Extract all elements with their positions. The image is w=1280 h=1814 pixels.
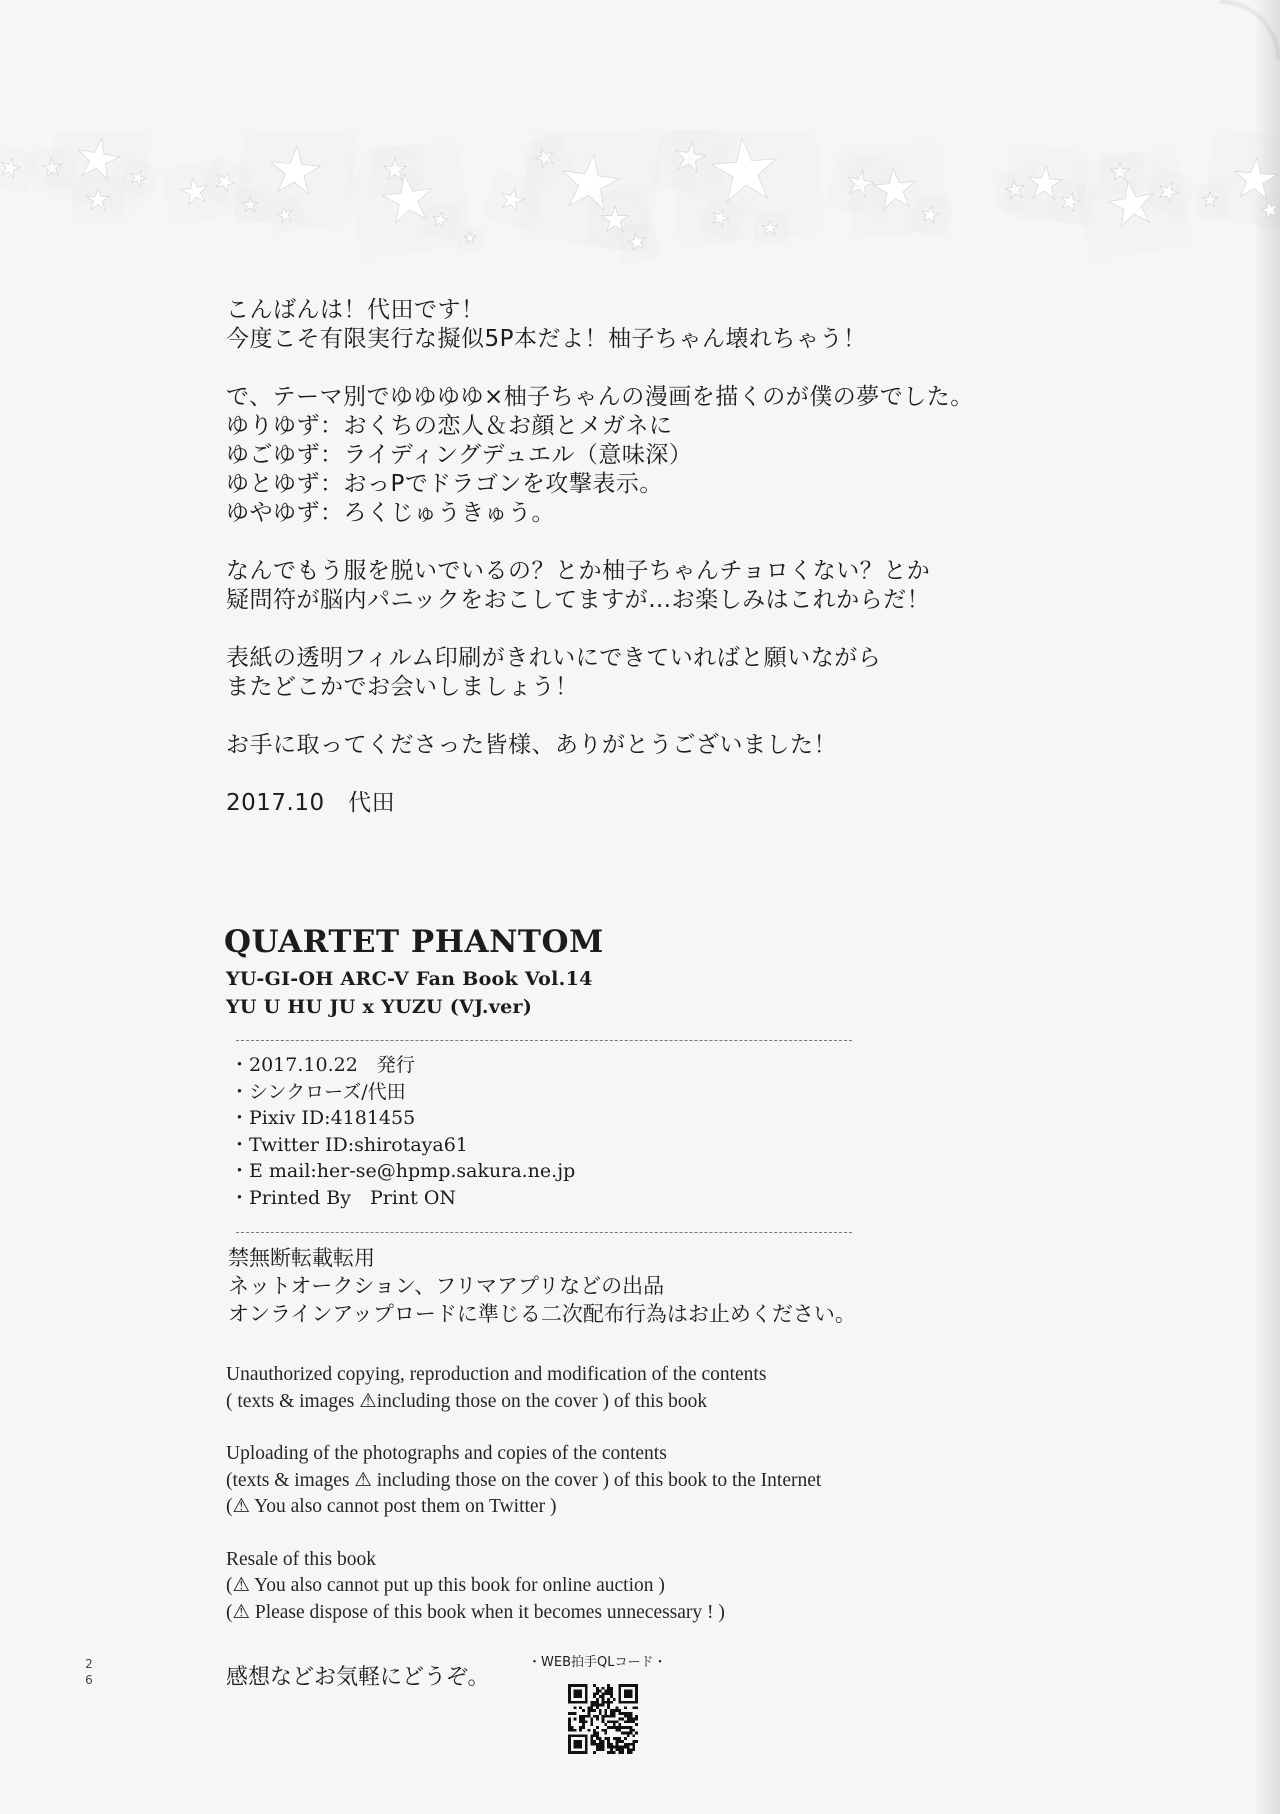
afterword-line: ゆやゆず：ろくじゅうきゅう。 (226, 500, 555, 526)
rights-en-line: (⚠ You also cannot post them on Twitter ) (226, 1496, 557, 1517)
star-icon (129, 168, 148, 187)
book-title: QUARTET PHANTOM (224, 924, 604, 960)
afterword-line: またどこかでお会いしましょう！ (226, 674, 579, 700)
star-icon (213, 169, 238, 193)
star-icon (269, 144, 322, 195)
star-icon (709, 207, 731, 228)
colophon (230, 1052, 575, 1211)
star-icon (0, 156, 22, 178)
rights-notice-jp (228, 1244, 856, 1328)
afterword-line: お手に取ってくださった皆様、ありがとうございました！ (226, 732, 837, 758)
page-corner (1220, 0, 1280, 60)
star-icon (1059, 190, 1082, 212)
page-number (84, 1656, 94, 1688)
afterword-signature (226, 789, 1126, 818)
page-number-digit: 6 (85, 1673, 93, 1687)
rights-en-line: Resale of this book (226, 1548, 377, 1570)
afterword-line: ゆりゆず：おくちの恋人＆お顔とメガネに (226, 413, 673, 439)
afterword-line: なんでもう服を脱いでいるの？とか柚子ちゃんチョロくない？とか (226, 558, 931, 584)
afterword-date-signature: 2017.10 代田 (226, 790, 396, 816)
rights-notice-en (226, 1362, 986, 1652)
afterword-paragraph (226, 644, 1126, 702)
colophon-item: ・Pixiv ID:4181455 (230, 1107, 416, 1129)
qr-caption: ・WEB拍手QLコード・ (528, 1655, 667, 1670)
star-border-icon (0, 130, 1280, 280)
star-icon (1156, 179, 1180, 203)
afterword-line: で、テーマ別でゆゆゆゆ×柚子ちゃんの漫画を描くのが僕の夢でした。 (226, 384, 974, 410)
dashed-divider (236, 1040, 852, 1041)
star-icon (1233, 156, 1278, 199)
rights-line: オンラインアップロードに準じる二次配布行為はお止めください。 (228, 1302, 856, 1326)
colophon-item: ・Printed By Print ON (230, 1186, 457, 1209)
colophon-item: ・2017.10.22 発行 (230, 1054, 415, 1076)
star-icon (74, 135, 122, 181)
afterword-paragraph (226, 296, 1126, 354)
star-icon (673, 140, 708, 174)
rights-en-paragraph (226, 1547, 986, 1627)
rights-en-line: Uploading of the photographs and copies of the contents (226, 1443, 667, 1464)
afterword (226, 296, 1126, 847)
afterword-line: 今度こそ有限実行な擬似5P本だよ！柚子ちゃん壊れちゃう！ (226, 326, 867, 352)
star-icon (920, 205, 940, 224)
afterword-paragraph (226, 383, 1126, 528)
book-subtitle: YU-GI-OH ARC-V Fan Book Vol.14 (226, 968, 593, 990)
afterword-line: ゆとゆず：おっPでドラゴンを攻撃表示。 (226, 471, 663, 497)
star-icon (498, 185, 526, 212)
page-number-digit: 2 (85, 1657, 93, 1671)
afterword-line: 表紙の透明フィルム印刷がきれいにできていればと願いながら (226, 645, 882, 671)
closing-message: 感想などお気軽にどうぞ。 (226, 1665, 490, 1690)
page-number-text (84, 1656, 94, 1688)
rights-en-line: (⚠ Please dispose of this book when it becomes unnecessary ! ) (226, 1601, 725, 1623)
rights-en-line: ( texts & images ⚠including those on the cover ) of this book (226, 1390, 708, 1412)
qr-code-icon[interactable] (568, 1684, 638, 1754)
afterword-paragraph (226, 731, 1126, 760)
rights-en-line: (texts & images ⚠ including those on the cover ) of this book to the Internet (226, 1469, 822, 1491)
rights-line: ネットオークション、フリマアプリなどの出品 (228, 1274, 665, 1298)
colophon-item: ・E mail:her-se@hpmp.sakura.ne.jp (230, 1160, 576, 1182)
rights-en-line: Unauthorized copying, reproduction and modification of the contents (226, 1364, 767, 1385)
dashed-divider (236, 1232, 852, 1233)
rights-en-paragraph (226, 1362, 986, 1415)
afterword-line: こんばんは！代田です！ (226, 297, 485, 323)
book-subtitle-pairing: YU U HU JU x YUZU (VJ.ver) (226, 996, 533, 1018)
rights-heading: 禁無断転載転用 (228, 1246, 375, 1270)
rights-en-paragraph (226, 1441, 986, 1521)
colophon-item: ・Twitter ID:shirotaya61 (230, 1133, 468, 1156)
star-icon (1027, 165, 1064, 200)
star-icon (558, 150, 622, 212)
colophon-item: ・シンクローズ/代田 (230, 1080, 406, 1103)
rights-en-line: (⚠ You also cannot put up this book for online auction ) (226, 1575, 665, 1596)
star-icon (431, 211, 449, 228)
afterword-paragraph (226, 557, 1126, 615)
star-icon (845, 168, 876, 198)
afterword-line: ゆごゆず：ライディングデュエル（意味深） (226, 442, 693, 468)
afterword-line: 疑問符が脳内パニックをおこしてますが…お楽しみはこれからだ！ (226, 587, 931, 613)
